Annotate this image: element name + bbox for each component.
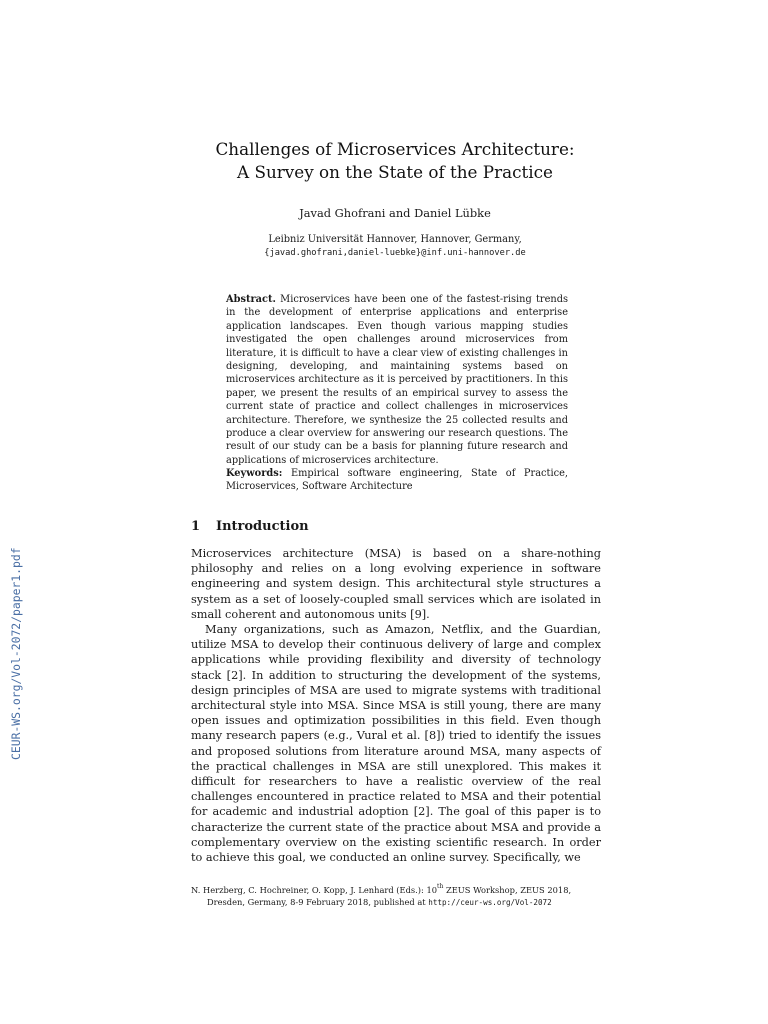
footnote-line-1 [191, 885, 571, 895]
footnote-workshop: ZEUS Workshop, ZEUS 2018, [443, 885, 572, 895]
abstract-text: Microservices have been one of the fastest-rising trends in the development of enterprise applications and enterprise application landscapes. Even though various mapping studies investigated the open challenges around microservices from literature, it is difficult to have a clear view of existing challenges in designing, developing, and maintaining systems based on microservices architecture as it is perceived by practitioners. In this paper, we present the results of an empirical survey to assess the current state of practice and collect challenges in microservices architecture. Therefore, we synthesize the 25 collected results and produce a clear overview for answering our research questions. The result of our study can be a basis for planning future research and applications of microservices architecture. [226, 294, 568, 466]
section-number: 1 [191, 519, 201, 534]
title-line-2: A Survey on the State of the Practice [237, 162, 553, 182]
footnote-venue: Dresden, Germany, 8-9 February 2018, published at [207, 896, 429, 907]
introduction-body [191, 546, 601, 865]
keywords [226, 467, 568, 494]
footnote-url[interactable]: http://ceur-ws.org/Vol-2072 [428, 897, 552, 907]
section-heading [191, 519, 309, 535]
keywords-text: Empirical software engineering, State of Practice, Microservices, Software Architecture [226, 468, 569, 493]
authors: Javad Ghofrani and Daniel Lübke [299, 206, 491, 220]
footnote-line-2 [191, 897, 601, 909]
abstract-label: Abstract. [226, 294, 276, 305]
footnote-superscript: th [437, 883, 444, 890]
paper-title [150, 138, 640, 184]
side-stamp-url[interactable]: CEUR-WS.org/Vol-2072/paper1.pdf [9, 547, 23, 760]
paragraph-1: Microservices architecture (MSA) is based on a share-nothing philosophy and relies on a long evolving experience in software engineering and system design. This architectural style structures a system as a set of loosely-coupled small services which are isolated in small coherent and autonomous units [9]. [191, 547, 601, 621]
author-emails[interactable]: {javad.ghofrani,daniel-luebke}@inf.uni-hannover.de [264, 247, 526, 258]
footnote [191, 885, 601, 908]
abstract [226, 293, 568, 467]
keywords-label: Keywords: [226, 468, 283, 479]
title-line-1: Challenges of Microservices Architecture: [215, 139, 575, 159]
affiliation [150, 233, 640, 260]
institution: Leibniz Universität Hannover, Hannover, Germany, [268, 234, 522, 245]
section-title: Introduction [216, 519, 309, 534]
footnote-editors: N. Herzberg, C. Hochreiner, O. Kopp, J. Lenhard (Eds.): 10 [191, 885, 438, 895]
paragraph-2: Many organizations, such as Amazon, Netflix, and the Guardian, utilize MSA to develop their continuous delivery of large and complex applications while providing flexibility and diversity of technology stack [2]. In addition to structuring the development of the systems, design principles of MSA are used to migrate systems with traditional architectural style into MSA. Since MSA is still young, there are many open issues and optimization possibilities in this field. Even though many research papers (e.g., Vural et al. [8]) tried to identify the issues and proposed solutions from literature around MSA, many aspects of the practical challenges in MSA are still unexplored. This makes it difficult for researchers to have a realistic overview of the real challenges encountered in practice related to MSA and their potential for academic and industrial adoption [2]. The goal of this paper is to characterize the current state of the practice about MSA and provide a complementary overview on the existing scientific research. In order to achieve this goal, we conducted an online survey. Specifically, we [191, 623, 601, 865]
